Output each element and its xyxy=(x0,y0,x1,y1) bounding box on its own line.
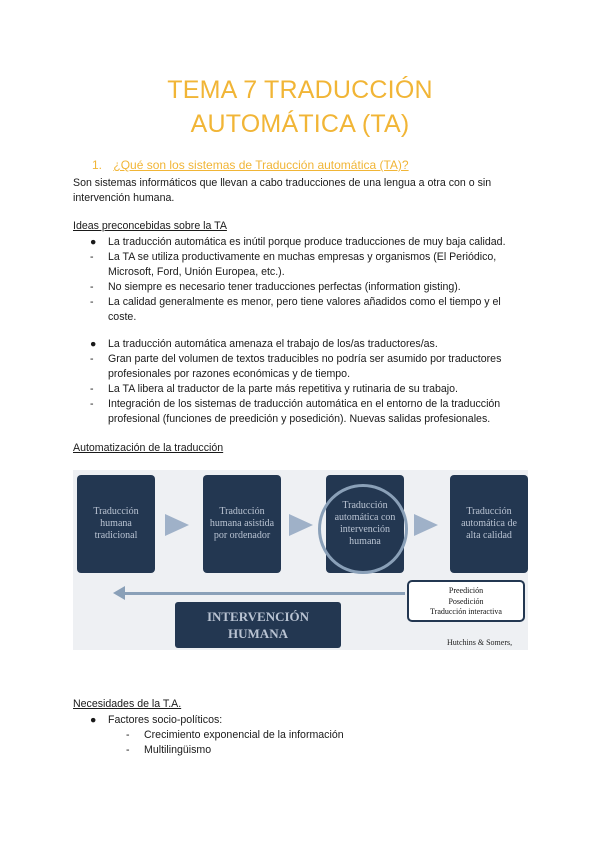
diagram-credit: Hutchins & Somers, xyxy=(447,638,513,647)
section-heading xyxy=(92,158,409,172)
automation-heading: Automatización de la traducción xyxy=(73,442,224,454)
page-title-line-2: AUTOMÁTICA (TA) xyxy=(190,110,410,138)
definition-paragraph: Son sistemas informáticos que llevan a cabo traducciones de una lengua a otra con o sin intervención humana. xyxy=(73,177,492,204)
list-item: - La calidad generalmente es menor, pero tiene valores añadidos como el tiempo y el coste. xyxy=(90,296,501,323)
list-item: - La TA libera al traductor de la parte más repetitiva y rutinaria de su trabajo. xyxy=(90,383,458,395)
arrow-right-icon xyxy=(289,514,313,536)
dash-marker: - xyxy=(90,296,94,308)
stage-box-cat: Traducción humana asistida por ordenador xyxy=(203,475,281,573)
bullet-marker: ● xyxy=(90,338,97,350)
list-item: - Integración de los sistemas de traducción automática en el entorno de la traducción profesional (funciones de preedición y posedición). Nuevas salidas profesionales. xyxy=(90,398,501,425)
stage-box-mt-human: Traducción automática con intervención humana xyxy=(326,475,404,573)
ideas-heading: Ideas preconcebidas sobre la TA xyxy=(73,220,227,232)
list-item: ● La traducción automática es inútil porque produce traducciones de muy baja calidad. xyxy=(90,236,506,248)
list-item: - Multilingüismo xyxy=(126,744,212,756)
dash-marker: - xyxy=(90,281,94,293)
dash-marker: - xyxy=(90,398,94,410)
list-item: ● Factores socio-políticos: xyxy=(90,714,223,726)
stage-box-hq-mt: Traducción automática de alta calidad xyxy=(450,475,528,573)
highlight-circle xyxy=(318,484,408,574)
ideas-list xyxy=(0,235,600,427)
options-box: Preedición Posedición Traducción interactiva xyxy=(407,580,525,622)
return-arrow-line xyxy=(123,592,405,595)
human-intervention-box: INTERVENCIÓN HUMANA xyxy=(175,602,341,648)
arrow-left-icon xyxy=(113,586,125,600)
dash-marker: - xyxy=(90,251,94,263)
list-item: - No siempre es necesario tener traducciones perfectas (information gisting). xyxy=(90,281,461,293)
stage-box-human: Traducción humana tradicional xyxy=(77,475,155,573)
dash-marker: - xyxy=(126,729,130,741)
dash-marker: - xyxy=(90,383,94,395)
page-title-line-1: TEMA 7 TRADUCCIÓN xyxy=(167,76,433,104)
dash-marker: - xyxy=(126,744,130,756)
dash-marker: - xyxy=(90,353,94,365)
arrow-right-icon xyxy=(165,514,189,536)
list-item: ● La traducción automática amenaza el trabajo de los/as traductores/as. xyxy=(90,338,438,350)
needs-heading: Necesidades de la T.A. xyxy=(73,698,182,710)
list-item: - Crecimiento exponencial de la información xyxy=(126,729,344,741)
list-item: - La TA se utiliza productivamente en muchas empresas y organismos (El Periódico, Microsoft, Ford, Unión Europea, etc.). xyxy=(90,251,497,278)
section-heading-link[interactable]: ¿Qué son los sistemas de Traducción automática (TA)? xyxy=(113,158,409,172)
needs-sublist xyxy=(0,728,600,758)
section-number: 1. xyxy=(92,158,103,172)
list-item: - Gran parte del volumen de textos traducibles no podría ser asumido por traductores profesionales por razones económicas y de tiempo. xyxy=(90,353,502,380)
bullet-marker: ● xyxy=(90,236,97,248)
needs-list xyxy=(0,713,600,728)
arrow-right-icon xyxy=(414,514,438,536)
bullet-marker: ● xyxy=(90,714,97,726)
automation-diagram xyxy=(73,470,528,650)
